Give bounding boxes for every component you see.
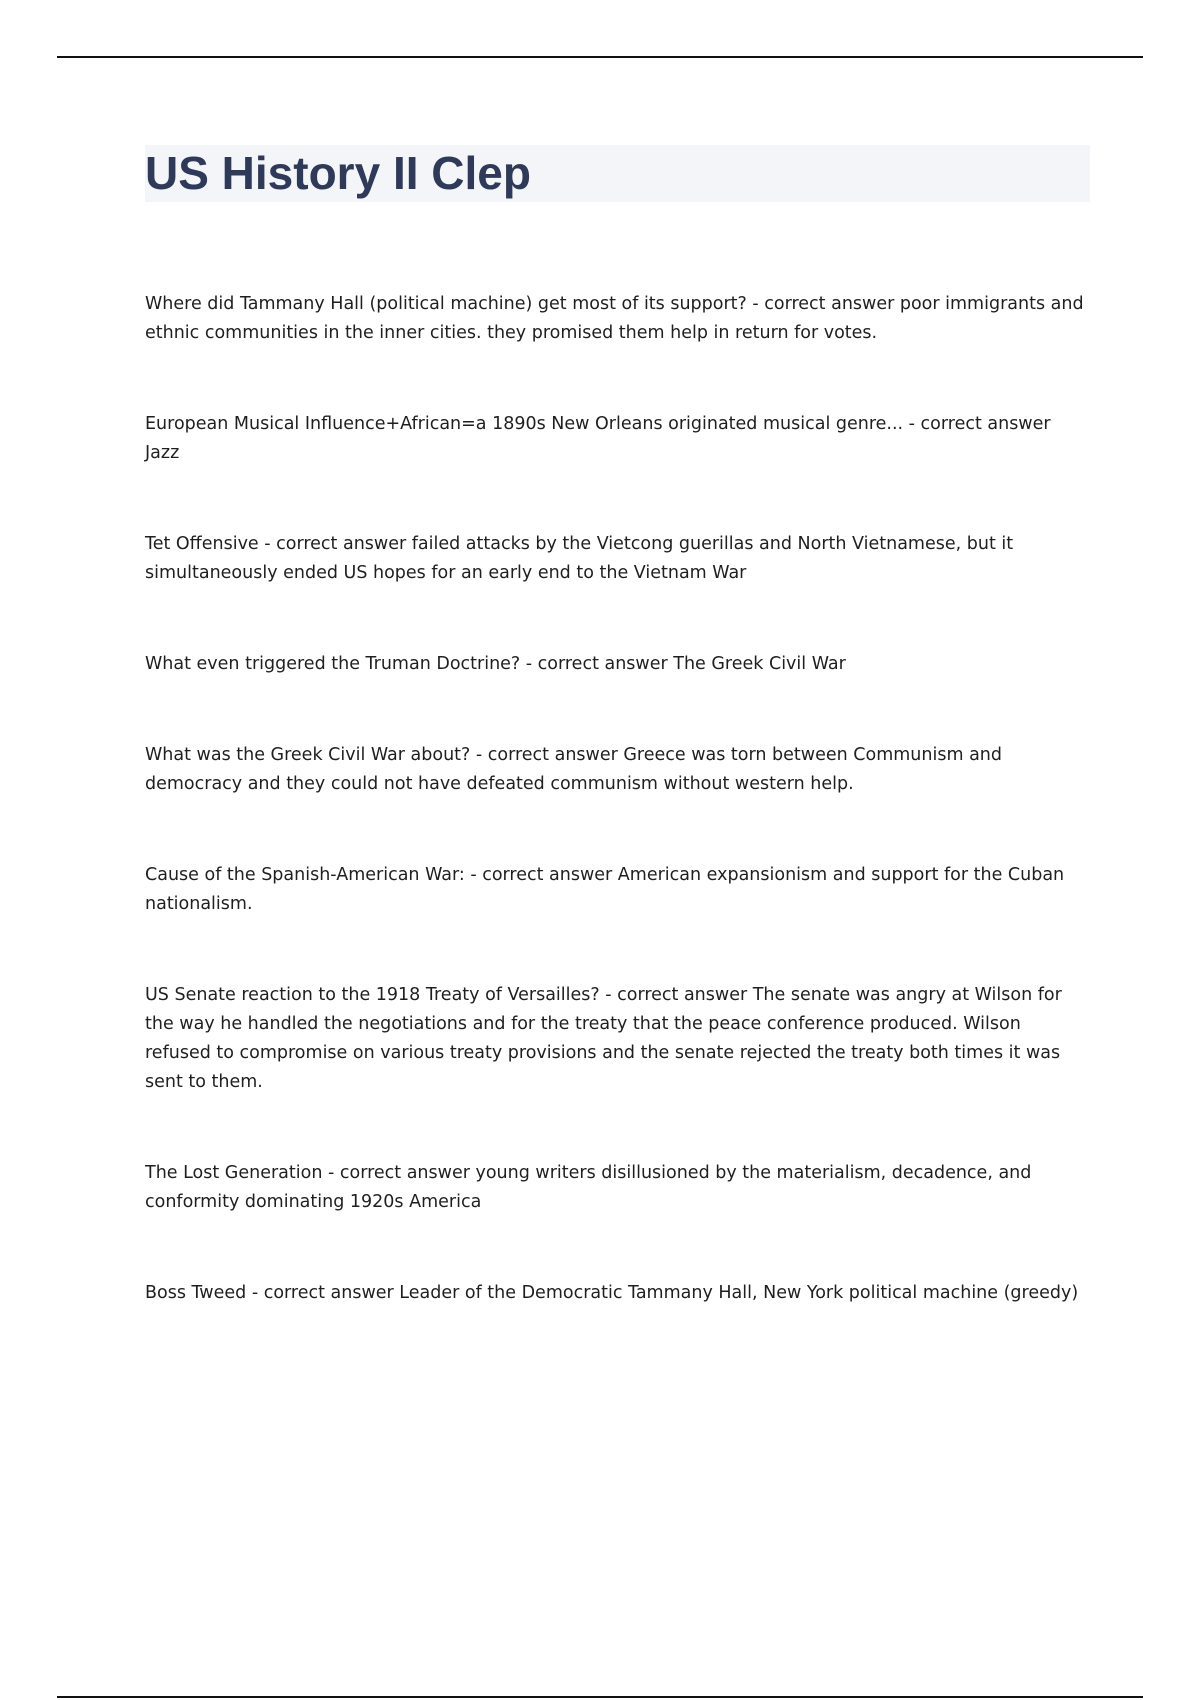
title-banner xyxy=(145,145,1090,202)
qa-item: European Musical Influence+African=a 1890s New Orleans originated musical genre... - correct answer Jazz xyxy=(145,414,1051,463)
page-title: US History II Clep xyxy=(145,147,531,199)
footer-rule xyxy=(57,1696,1143,1698)
qa-item: What even triggered the Truman Doctrine? - correct answer The Greek Civil War xyxy=(145,654,846,674)
header-rule xyxy=(57,56,1143,58)
qa-item: Where did Tammany Hall (political machine) get most of its support? - correct answer poor immigrants and ethnic communities in the inner cities. they promised them help in return for votes. xyxy=(145,294,1084,343)
qa-list xyxy=(145,290,1090,1370)
qa-item: US Senate reaction to the 1918 Treaty of Versailles? - correct answer The senate was angry at Wilson for the way he handled the negotiations and for the treaty that the peace conference produced. Wilson refused to compromise on various treaty provisions and the senate rejected the treaty both times it was sent to them. xyxy=(145,985,1062,1092)
qa-item: Tet Offensive - correct answer failed attacks by the Vietcong guerillas and North Vietnamese, but it simultaneously ended US hopes for an early end to the Vietnam War xyxy=(145,534,1014,583)
qa-item: What was the Greek Civil War about? - correct answer Greece was torn between Communism and democracy and they could not have defeated communism without western help. xyxy=(145,745,1002,794)
qa-item: Cause of the Spanish-American War: - correct answer American expansionism and support for the Cuban nationalism. xyxy=(145,865,1065,914)
qa-item: The Lost Generation - correct answer young writers disillusioned by the materialism, decadence, and conformity dominating 1920s America xyxy=(145,1163,1032,1212)
qa-item: Boss Tweed - correct answer Leader of the Democratic Tammany Hall, New York political machine (greedy) xyxy=(145,1283,1079,1303)
